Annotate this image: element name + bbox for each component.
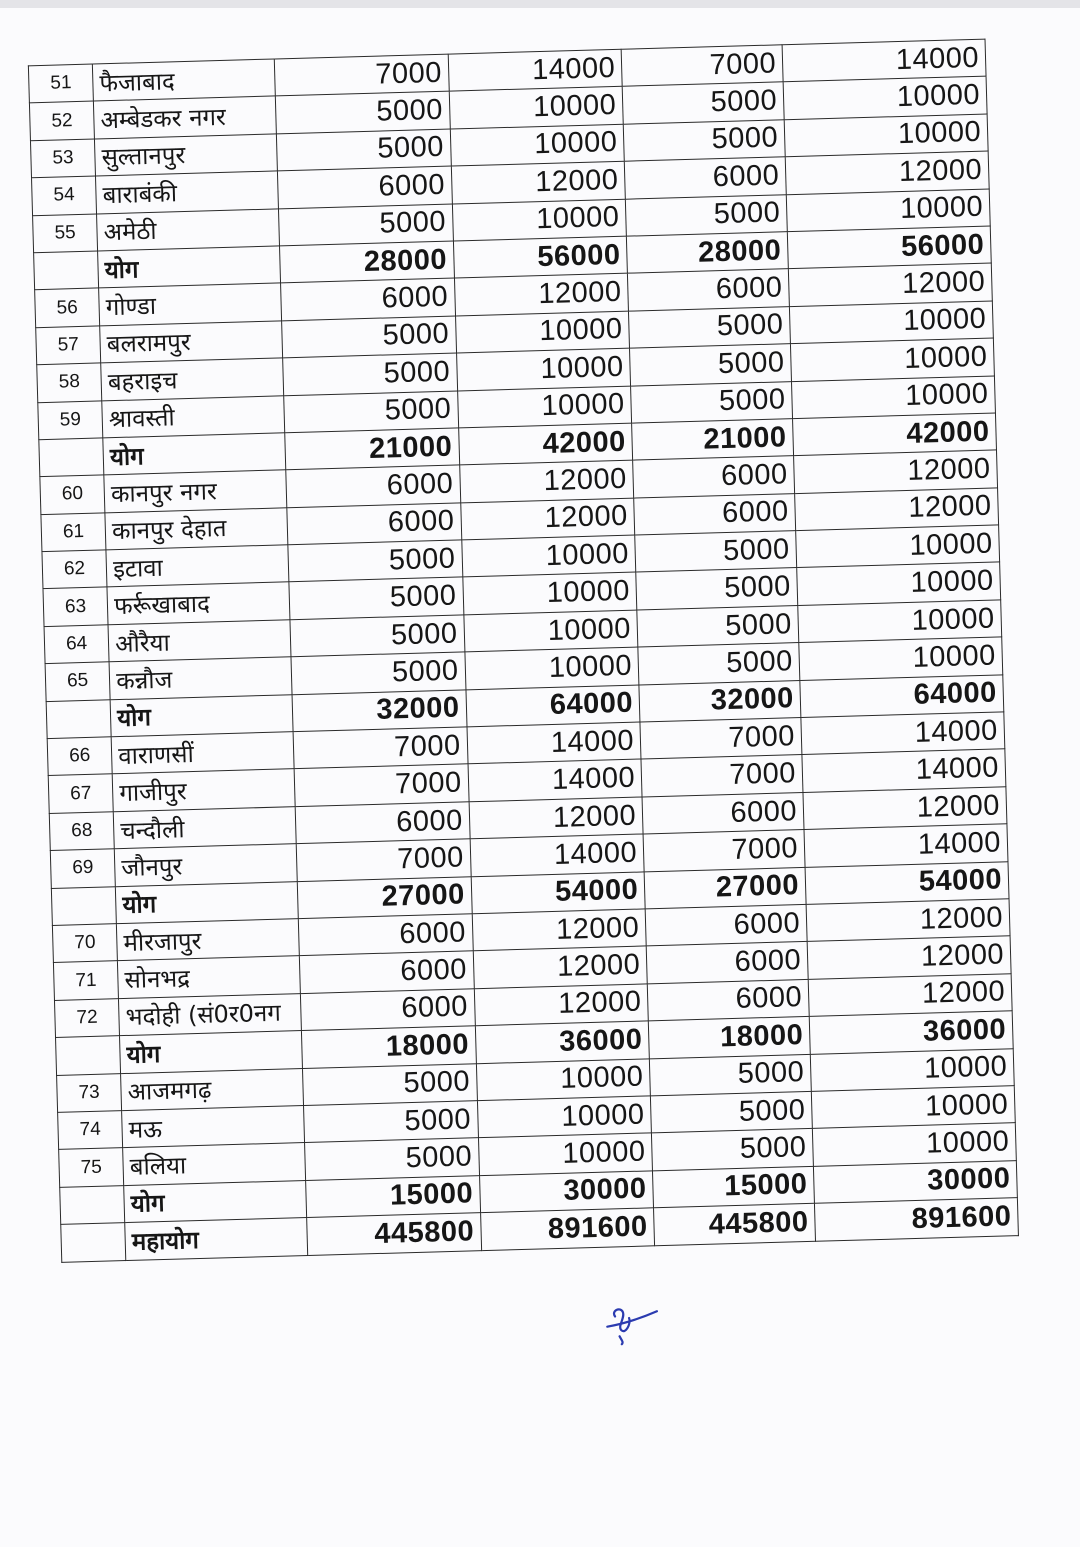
value-col2-cell: 10000 (449, 87, 623, 129)
serial-number-cell: 73 (57, 1073, 122, 1112)
district-name-cell: योग (110, 694, 293, 736)
value-col1-cell: 5000 (288, 540, 462, 582)
value-col2-cell: 64000 (466, 685, 640, 727)
value-col4-cell: 10000 (784, 114, 988, 157)
value-col1-cell: 6000 (277, 166, 451, 208)
value-col3-cell: 5000 (638, 643, 800, 685)
serial-number-cell: 53 (30, 139, 95, 178)
serial-number-cell: 75 (59, 1148, 124, 1187)
serial-number-cell: 63 (43, 587, 108, 626)
district-name-cell: कन्नौज (109, 657, 292, 699)
value-col3-cell: 6000 (647, 979, 809, 1021)
serial-number-cell: 62 (42, 550, 107, 589)
serial-number-cell: 69 (50, 849, 115, 888)
value-col4-cell: 64000 (800, 674, 1004, 717)
value-col1-cell: 5000 (276, 129, 450, 171)
value-col2-cell: 10000 (456, 348, 630, 390)
value-col3-cell: 7000 (640, 718, 802, 760)
district-name-cell: औरैया (108, 620, 291, 662)
value-col2-cell: 10000 (476, 1058, 650, 1100)
value-col2-cell: 10000 (462, 573, 636, 615)
serial-number-cell: 52 (29, 101, 94, 140)
value-col4-cell: 12000 (808, 974, 1012, 1017)
district-name-cell: जौनपुर (114, 844, 297, 886)
serial-number-cell: 71 (53, 961, 118, 1000)
serial-number-cell: 57 (36, 326, 101, 365)
value-col4-cell: 891600 (814, 1198, 1018, 1241)
value-col3-cell: 5000 (631, 381, 793, 423)
district-name-cell: योग (115, 881, 298, 923)
value-col3-cell: 6000 (628, 269, 790, 311)
value-col1-cell: 5000 (283, 353, 457, 395)
district-name-cell: बहराइच (101, 358, 284, 400)
value-col4-cell: 30000 (813, 1160, 1017, 1203)
value-col3-cell: 6000 (624, 157, 786, 199)
district-name-cell: चन्दौली (113, 806, 296, 848)
value-col1-cell: 6000 (300, 989, 474, 1031)
value-col2-cell: 12000 (474, 984, 648, 1026)
value-col4-cell: 10000 (796, 525, 1000, 568)
serial-number-cell (56, 1036, 121, 1075)
value-col4-cell: 12000 (807, 936, 1011, 979)
district-name-cell: गोण्डा (99, 283, 282, 325)
value-col1-cell: 5000 (304, 1101, 478, 1143)
value-col1-cell: 6000 (287, 503, 461, 545)
value-col3-cell: 21000 (632, 419, 794, 461)
value-col4-cell: 10000 (789, 301, 993, 344)
serial-number-cell: 58 (37, 363, 102, 402)
value-col3-cell: 5000 (625, 194, 787, 236)
value-col2-cell: 14000 (470, 834, 644, 876)
value-col2-cell: 30000 (479, 1171, 653, 1213)
value-col3-cell: 445800 (654, 1203, 816, 1245)
value-col2-cell: 36000 (475, 1021, 649, 1063)
value-col2-cell: 12000 (459, 460, 633, 502)
value-col1-cell: 6000 (299, 951, 473, 993)
value-col2-cell: 10000 (461, 535, 635, 577)
serial-number-cell (60, 1185, 125, 1224)
value-col4-cell: 10000 (799, 637, 1003, 680)
value-col4-cell: 12000 (794, 450, 998, 493)
value-col4-cell: 12000 (795, 488, 999, 531)
value-col1-cell: 445800 (307, 1213, 481, 1255)
value-col4-cell: 56000 (787, 226, 991, 269)
district-name-cell: वाराणसीं (111, 732, 294, 774)
serial-number-cell (51, 886, 116, 925)
serial-number-cell (61, 1223, 126, 1262)
district-name-cell: कानपुर देहात (105, 507, 288, 549)
value-col2-cell: 891600 (480, 1208, 654, 1250)
district-name-cell: योग (124, 1180, 307, 1222)
value-col2-cell: 56000 (453, 236, 627, 278)
value-col4-cell: 14000 (782, 39, 986, 82)
value-col3-cell: 32000 (639, 680, 801, 722)
district-name-cell: योग (120, 1031, 303, 1073)
value-col4-cell: 12000 (806, 899, 1010, 942)
value-col2-cell: 14000 (467, 722, 641, 764)
value-col1-cell: 5000 (282, 316, 456, 358)
value-col3-cell: 5000 (650, 1091, 812, 1133)
serial-number-cell: 65 (45, 662, 110, 701)
value-col1-cell: 6000 (295, 802, 469, 844)
serial-number-cell: 64 (44, 625, 109, 664)
value-col1-cell: 5000 (279, 204, 453, 246)
value-col1-cell: 5000 (289, 577, 463, 619)
value-col1-cell: 15000 (306, 1175, 480, 1217)
value-col3-cell: 6000 (634, 493, 796, 535)
value-col2-cell: 10000 (450, 124, 624, 166)
value-col1-cell: 27000 (297, 876, 471, 918)
value-col1-cell: 7000 (294, 764, 468, 806)
value-col4-cell: 12000 (785, 151, 989, 194)
value-col1-cell: 32000 (292, 690, 466, 732)
district-name-cell: अम्बेडकर नगर (94, 96, 277, 138)
value-col1-cell: 7000 (296, 839, 470, 881)
district-name-cell: बाराबंकी (96, 171, 279, 213)
value-col4-cell: 14000 (801, 712, 1005, 755)
serial-number-cell: 56 (35, 288, 100, 327)
value-col2-cell: 12000 (451, 161, 625, 203)
value-col2-cell: 12000 (469, 797, 643, 839)
value-col1-cell: 5000 (284, 390, 458, 432)
district-name-cell: फर्रूखाबाद (107, 582, 290, 624)
value-col1-cell: 28000 (280, 241, 454, 283)
serial-number-cell: 60 (40, 475, 105, 514)
district-name-cell: बलरामपुर (100, 321, 283, 363)
value-col3-cell: 6000 (646, 942, 808, 984)
value-col3-cell: 5000 (622, 82, 784, 124)
serial-number-cell: 68 (49, 812, 114, 851)
district-name-cell: आजमगढ़ (121, 1068, 304, 1110)
value-col4-cell: 10000 (783, 76, 987, 119)
serial-number-cell: 55 (33, 214, 98, 253)
district-name-cell: इटावा (106, 545, 289, 587)
value-col2-cell: 10000 (455, 311, 629, 353)
value-col4-cell: 36000 (809, 1011, 1013, 1054)
value-col3-cell: 5000 (636, 568, 798, 610)
district-name-cell: महायोग (125, 1218, 308, 1260)
value-col3-cell: 5000 (649, 1054, 811, 1096)
district-name-cell: श्रावस्ती (102, 395, 285, 437)
district-name-cell: सोनभद्र (118, 956, 301, 998)
district-name-cell: योग (103, 433, 286, 475)
serial-number-cell (39, 438, 104, 477)
value-col4-cell: 10000 (798, 600, 1002, 643)
value-col2-cell: 10000 (457, 386, 631, 428)
value-col2-cell: 12000 (473, 946, 647, 988)
district-name-cell: मीरजापुर (117, 919, 300, 961)
serial-number-cell: 72 (54, 998, 119, 1037)
value-col1-cell: 18000 (301, 1026, 475, 1068)
value-col4-cell: 14000 (802, 749, 1006, 792)
value-col1-cell: 5000 (303, 1063, 477, 1105)
serial-number-cell: 70 (52, 924, 117, 963)
value-col3-cell: 7000 (643, 830, 805, 872)
value-col3-cell: 7000 (641, 755, 803, 797)
serial-number-cell (46, 699, 111, 738)
value-col3-cell: 15000 (653, 1166, 815, 1208)
value-col2-cell: 12000 (460, 498, 634, 540)
value-col3-cell: 28000 (626, 232, 788, 274)
serial-number-cell: 66 (47, 737, 112, 776)
serial-number-cell: 67 (48, 774, 113, 813)
serial-number-cell: 74 (58, 1111, 123, 1150)
serial-number-cell: 54 (32, 176, 97, 215)
district-name-cell: फैजाबाद (92, 59, 275, 101)
district-name-cell: सुल्तानपुर (95, 134, 278, 176)
district-name-cell: बलिया (123, 1143, 306, 1185)
value-col3-cell: 6000 (633, 456, 795, 498)
value-col2-cell: 10000 (464, 647, 638, 689)
value-col2-cell: 10000 (463, 610, 637, 652)
value-col4-cell: 14000 (804, 824, 1008, 867)
signature-mark (600, 1295, 661, 1347)
value-col3-cell: 6000 (642, 792, 804, 834)
value-col3-cell: 5000 (629, 306, 791, 348)
value-col3-cell: 5000 (623, 120, 785, 162)
value-col1-cell: 5000 (291, 652, 465, 694)
district-name-cell: कानपुर नगर (104, 470, 287, 512)
value-col1-cell: 6000 (286, 465, 460, 507)
value-col4-cell: 10000 (811, 1086, 1015, 1129)
value-col1-cell: 21000 (285, 428, 459, 470)
value-col4-cell: 42000 (793, 413, 997, 456)
value-col4-cell: 12000 (788, 263, 992, 306)
value-col1-cell: 5000 (290, 615, 464, 657)
value-col2-cell: 12000 (472, 909, 646, 951)
value-col4-cell: 12000 (803, 787, 1007, 830)
value-col1-cell: 7000 (274, 54, 448, 96)
table-body (28, 39, 1018, 1262)
serial-number-cell: 51 (28, 64, 93, 103)
district-name-cell: गाजीपुर (112, 769, 295, 811)
serial-number-cell (34, 251, 99, 290)
value-col4-cell: 10000 (786, 189, 990, 232)
district-allocation-table (28, 39, 1019, 1263)
district-name-cell: अमेठी (97, 208, 280, 250)
value-col4-cell: 10000 (812, 1123, 1016, 1166)
value-col3-cell: 7000 (621, 45, 783, 87)
value-col3-cell: 5000 (630, 344, 792, 386)
value-col1-cell: 6000 (298, 914, 472, 956)
value-col3-cell: 18000 (648, 1017, 810, 1059)
district-name-cell: योग (98, 246, 281, 288)
value-col3-cell: 5000 (637, 605, 799, 647)
value-col2-cell: 10000 (477, 1096, 651, 1138)
value-col2-cell: 42000 (458, 423, 632, 465)
value-col3-cell: 6000 (645, 904, 807, 946)
value-col4-cell: 10000 (797, 562, 1001, 605)
value-col2-cell: 14000 (448, 49, 622, 91)
value-col2-cell: 12000 (454, 274, 628, 316)
value-col4-cell: 10000 (810, 1048, 1014, 1091)
value-col4-cell: 10000 (791, 375, 995, 418)
value-col3-cell: 27000 (644, 867, 806, 909)
district-name-cell: मऊ (122, 1105, 305, 1147)
serial-number-cell: 59 (38, 400, 103, 439)
value-col1-cell: 6000 (281, 278, 455, 320)
value-col1-cell: 7000 (293, 727, 467, 769)
value-col2-cell: 14000 (468, 759, 642, 801)
value-col1-cell: 5000 (275, 91, 449, 133)
value-col3-cell: 5000 (635, 531, 797, 573)
value-col1-cell: 5000 (305, 1138, 479, 1180)
value-col4-cell: 10000 (790, 338, 994, 381)
serial-number-cell: 61 (41, 513, 106, 552)
value-col2-cell: 54000 (471, 872, 645, 914)
value-col3-cell: 5000 (652, 1129, 814, 1171)
value-col2-cell: 10000 (452, 199, 626, 241)
value-col4-cell: 54000 (805, 861, 1009, 904)
district-name-cell: भदोही (सं0र0नग (119, 993, 302, 1035)
value-col2-cell: 10000 (478, 1133, 652, 1175)
